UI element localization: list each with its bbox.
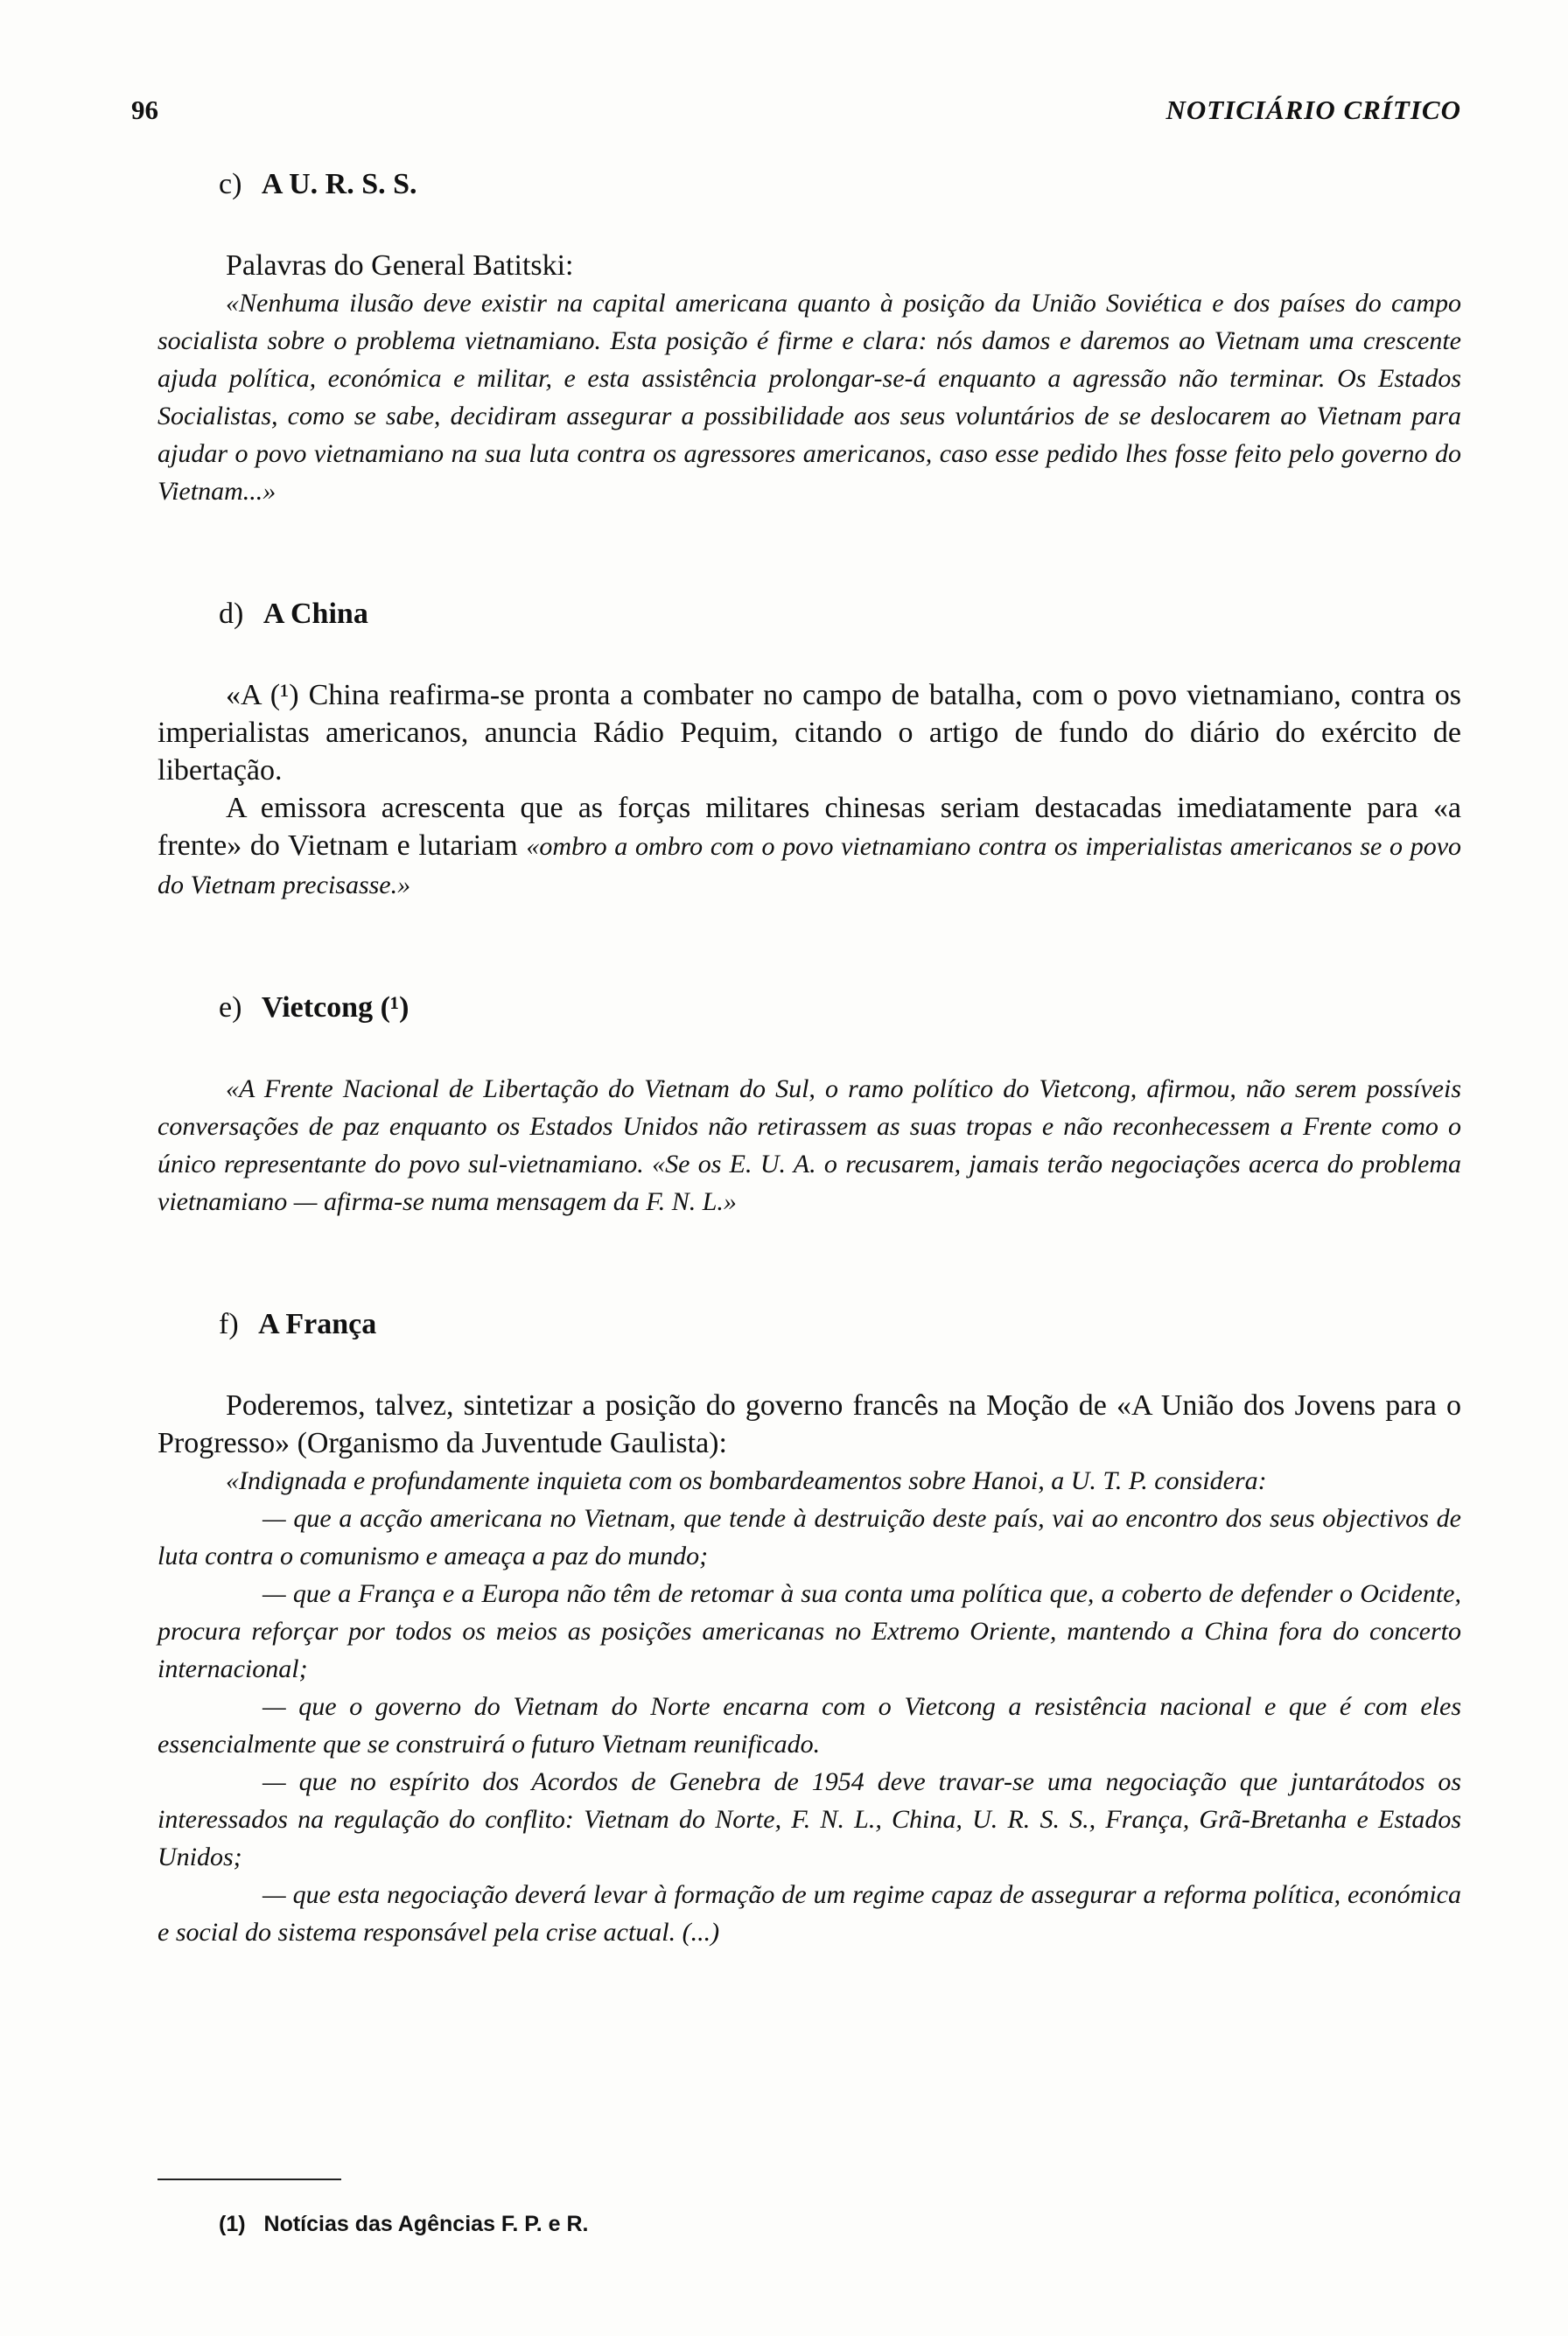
footnote-number: (1): [219, 2212, 246, 2236]
section-title: A França: [258, 1308, 377, 1340]
section-heading-vietcong: [158, 988, 1461, 1028]
section-title: A U. R. S. S.: [261, 168, 417, 200]
section-intro: Palavras do General Batitski:: [226, 249, 574, 282]
section-heading-china: [158, 594, 1461, 634]
section-title: Vietcong: [261, 991, 374, 1024]
page-number: 96: [131, 94, 158, 125]
section-title: A China: [262, 598, 368, 630]
paragraph-china-1: «A (¹) China reafirma-se pronta a combater no campo de batalha, com o povo vietnamiano, contra os imperialistas americanos, anuncia Rádio Pequim, citando o artigo de fundo do diário do exército de libertação.: [158, 679, 1461, 787]
footnote-text: Notícias das Agências F. P. e R.: [263, 2212, 589, 2236]
section-heading-urss: [158, 164, 1461, 205]
list-item: — que no espírito dos Acordos de Genebra de 1954 deve travar-se uma negociação que juntarátodos os interessados na regulação do conflito: Vietnam do Norte, F. N. L., China, U. R. S. S., França, Grã-Bretanha e Estados Unidos;: [158, 1767, 1461, 1871]
page-header: [131, 94, 1461, 129]
footnote-reference: (¹): [380, 991, 410, 1024]
section-letter: f): [219, 1308, 239, 1340]
running-title: NOTICIÁRIO CRÍTICO: [1166, 94, 1461, 125]
quote-fnl: «A Frente Nacional de Libertação do Vietnam do Sul, o ramo político do Vietcong, afirmou, não serem possíveis conversações de paz enquanto os Estados Unidos não retirassem as suas tropas e não reconhecessem a Frente como o único representante do povo sul-vietnamiano. «Se os E. U. A. o recusarem, jamais terão negociações acerca do problema vietnamiano — afirma-se numa mensagem da F. N. L.»: [158, 1074, 1461, 1216]
quote-intro-utp: «Indignada e profundamente inquieta com os bombardeamentos sobre Hanoi, a U. T. P. considera:: [226, 1466, 1267, 1495]
section-letter: d): [219, 598, 244, 630]
list-item: — que o governo do Vietnam do Norte encarna com o Vietcong a resistência nacional e que é com eles essencialmente que se construirá o futuro Vietnam reunificado.: [158, 1692, 1461, 1759]
quote-batitski: «Nenhuma ilusão deve existir na capital americana quanto à posição da União Soviética e dos países do campo socialista sobre o problema vietnamiano. Esta posição é firme e clara: nós damos e daremos ao Vietnam uma crescente ajuda política, económica e militar, e esta assistência prolongar-se-á enquanto a agressão não terminar. Os Estados Socialistas, como se sabe, decidiram assegurar a possibilidade aos seus voluntários de se deslocarem ao Vietnam para ajudar o povo vietnamiano na sua luta contra os agressores americanos, caso esse pedido lhes fosse feito pelo governo do Vietnam...»: [158, 289, 1461, 506]
page-content: [158, 164, 1461, 1951]
footnote: [219, 2212, 589, 2237]
footnote-divider: [158, 2179, 341, 2180]
paragraph-china-2: [158, 789, 1461, 904]
section-letter: e): [219, 991, 242, 1024]
list-item: — que esta negociação deverá levar à formação de um regime capaz de assegurar a reforma política, económica e social do sistema responsável pela crise actual. (...): [158, 1880, 1461, 1947]
paragraph-text: A emissora acrescenta que as forças militares chinesas seriam destacadas imediatamente para «a frente» do Vietnam e lutariam: [158, 792, 1461, 862]
section-heading-franca: [158, 1304, 1461, 1345]
paragraph-quote: «ombro a ombro com o povo vietnamiano contra os imperialistas americanos se o povo do Vietnam precisasse.»: [158, 832, 1462, 899]
list-item: — que a acção americana no Vietnam, que tende à destruição deste país, vai ao encontro dos seus objectivos de luta contra o comunismo e ameaça a paz do mundo;: [158, 1504, 1461, 1570]
section-letter: c): [219, 168, 242, 200]
list-item: — que a França e a Europa não têm de retomar à sua conta uma política que, a coberto de defender o Ocidente, procura reforçar por todos os meios as posições americanas no Extremo Oriente, mantendo a China fora do concerto internacional;: [158, 1579, 1461, 1683]
section-intro: Poderemos, talvez, sintetizar a posição do governo francês na Moção de «A União dos Jovens para o Progresso» (Organismo da Juventude Gaulista):: [158, 1389, 1461, 1459]
